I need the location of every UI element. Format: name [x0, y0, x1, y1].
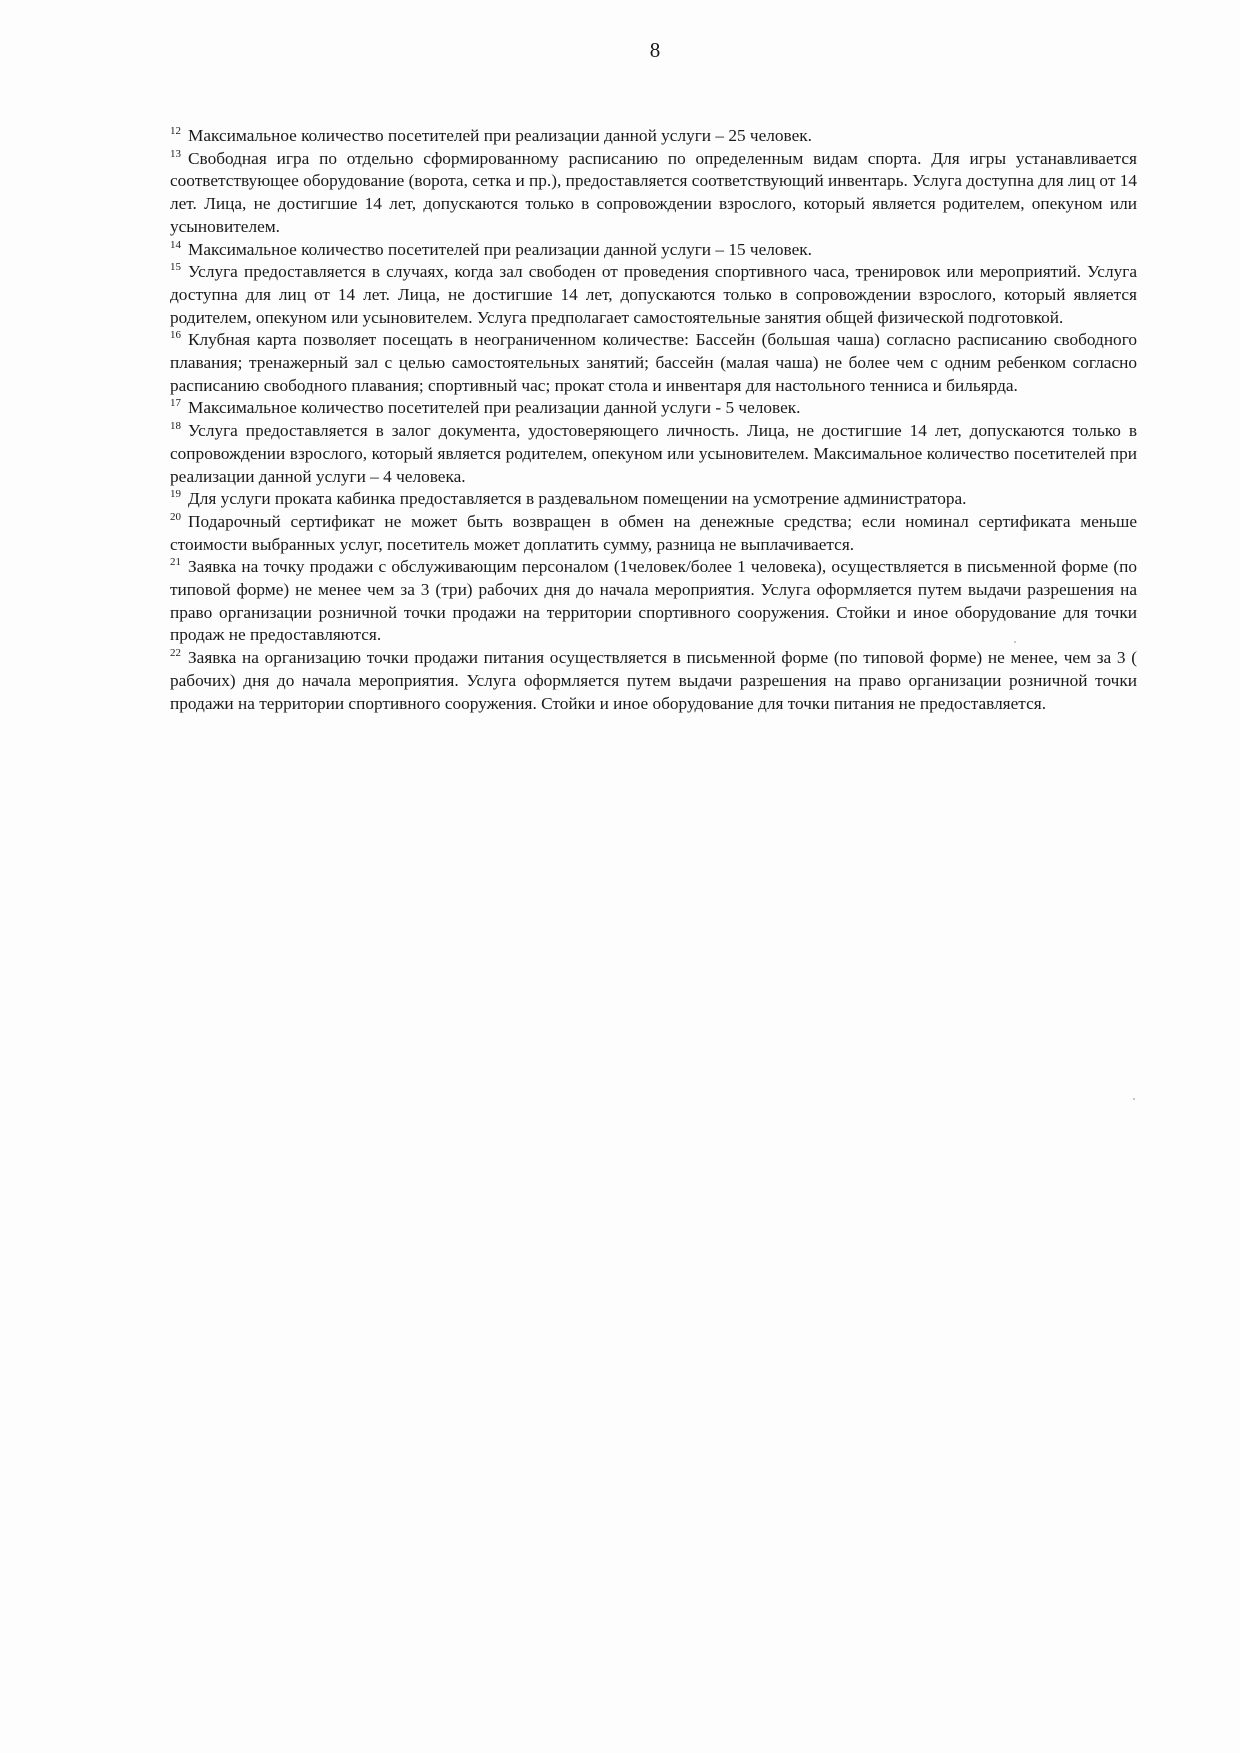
scan-speck	[1014, 641, 1016, 643]
footnote-20	[170, 511, 1137, 556]
footnote-number: 18	[170, 420, 181, 433]
footnote-text: Максимальное количество посетителей при реализации данной услуги – 25 человек.	[188, 126, 812, 145]
footnote-text: Для услуги проката кабинка предоставляется в раздевальном помещении на усмотрение администратора.	[188, 489, 967, 509]
footnote-15	[170, 261, 1137, 329]
footnote-number: 21	[170, 556, 181, 569]
footnote-19	[170, 488, 1137, 511]
footnote-number: 15	[170, 261, 181, 274]
footnote-number: 22	[170, 647, 181, 660]
footnote-text: Свободная игра по отдельно сформированному расписанию по определенным видам спорта. Для игры устанавливается соответствующее оборудование (ворота, сетка и пр.), предоставляется соответствующий инвентарь. Услуга доступна для лиц от 14 лет. Лица, не достигшие 14 лет, допускаются только в сопровождении взрослого, который является родителем, опекуном или усыновителем.	[170, 148, 1137, 236]
footnote-text: Услуга предоставляется в случаях, когда зал свободен от проведения спортивного часа, тренировок или мероприятий. Услуга доступна для лиц от 14 лет. Лица, не достигшие 14 лет, допускаются только в сопровождении взрослого, который является родителем, опекуном или усыновителем. Услуга предполагает самостоятельные занятия общей физической подготовкой.	[170, 262, 1137, 327]
footnote-text: Максимальное количество посетителей при реализации данной услуги – 15 человек.	[188, 239, 812, 259]
scan-speck	[1133, 1098, 1135, 1100]
footnote-number: 16	[170, 329, 181, 342]
footnote-text: Максимальное количество посетителей при реализации данной услуги - 5 человек.	[188, 398, 801, 418]
footnote-number: 14	[170, 238, 181, 251]
footnote-number: 19	[170, 488, 181, 501]
footnote-16	[170, 329, 1137, 397]
footnote-18	[170, 420, 1137, 488]
footnote-text: Заявка на точку продажи с обслуживающим персоналом (1человек/более 1 человека), осуществляется в письменной форме (по типовой форме) не менее чем за 3 (три) рабочих дня до начала мероприятия. Услуга оформляется путем выдачи разрешения на право организации розничной точки продажи на территории спортивного сооружения. Стойки и иное оборудование для точки продаж не предоставляются.	[170, 557, 1137, 645]
footnote-13	[170, 148, 1137, 239]
footnote-number: 13	[170, 147, 181, 160]
footnotes-list	[170, 125, 1137, 715]
footnote-number: 17	[170, 397, 181, 410]
footnote-14	[170, 239, 1137, 262]
footnote-number: 12	[170, 125, 181, 137]
footnote-text: Заявка на организацию точки продажи питания осуществляется в письменной форме (по типовой форме) не менее, чем за 3 ( рабочих) дня до начала мероприятия. Услуга оформляется путем выдачи разрешения на право организации розничной точки продажи на территории спортивного сооружения. Стойки и иное оборудование для точки питания не предоставляется.	[170, 648, 1137, 713]
footnote-text: Услуга предоставляется в залог документа, удостоверяющего личность. Лица, не достигшие 14 лет, допускаются только в сопровождении взрослого, который является родителем, опекуном или усыновителем. Максимальное количество посетителей при реализации данной услуги – 4 человека.	[170, 421, 1137, 486]
footnote-text: Подарочный сертификат не может быть возвращен в обмен на денежные средства; если номинал сертификата меньше стоимости выбранных услуг, посетитель может доплатить сумму, разница не выплачивается.	[170, 511, 1137, 554]
footnote-12	[170, 125, 1137, 148]
footnote-21	[170, 556, 1137, 647]
footnote-text: Клубная карта позволяет посещать в неограниченном количестве: Бассейн (большая чаша) согласно расписанию свободного плавания; тренажерный зал с целью самостоятельных занятий; бассейн (малая чаша) не более чем с одним ребенком согласно расписанию свободного плавания; спортивный час; прокат стола и инвентаря для настольного тенниса и бильярда.	[170, 330, 1137, 395]
footnote-22	[170, 647, 1137, 715]
page-number: 8	[649, 38, 661, 62]
footnote-17	[170, 397, 1137, 420]
footnote-number: 20	[170, 510, 181, 523]
